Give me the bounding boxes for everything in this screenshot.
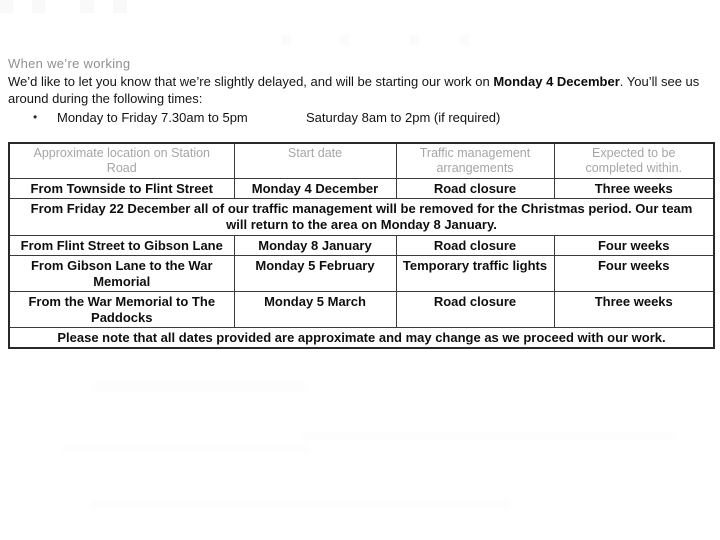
- column-header-start-date: Start date: [234, 143, 396, 178]
- table-row: [9, 178, 714, 198]
- cell-location: From Townside to Flint Street: [9, 178, 234, 198]
- cell-start-date: Monday 4 December: [234, 178, 396, 198]
- weekday-hours: Monday to Friday 7.30am to 5pm: [57, 110, 248, 125]
- scan-ghost-mark: [282, 35, 291, 45]
- cell-start-date: Monday 8 January: [234, 235, 396, 255]
- cell-start-date: Monday 5 February: [234, 255, 396, 291]
- cell-location: From the War Memorial to The Paddocks: [9, 291, 234, 327]
- cell-start-date: Monday 5 March: [234, 291, 396, 327]
- table-header-row: [9, 143, 714, 178]
- intro-text-part2: . You’ll see us: [619, 74, 700, 89]
- cell-traffic-management: Road closure: [396, 291, 554, 327]
- working-times-line: [0, 110, 720, 127]
- cell-duration: Three weeks: [554, 291, 714, 327]
- footer-note: Please note that all dates provided are approximate and may change as we proceed with our work.: [9, 327, 714, 348]
- cell-location: From Flint Street to Gibson Lane: [9, 235, 234, 255]
- cell-traffic-management: Temporary traffic lights: [396, 255, 554, 291]
- column-header-completion: Expected to be completed within.: [554, 143, 714, 178]
- bullet-icon: •: [33, 110, 38, 124]
- scan-ghost-mark: [113, 0, 127, 13]
- intro-text-line2: around during the following times:: [8, 90, 203, 106]
- footer-note-row: [9, 327, 714, 348]
- christmas-notice: From Friday 22 December all of our traffic management will be removed for the Christmas period. Our team will return to the area on Monday 8 January.: [9, 198, 714, 235]
- scan-ghost-mark: [80, 0, 94, 13]
- cell-duration: Four weeks: [554, 235, 714, 255]
- intro-paragraph: [8, 74, 715, 107]
- column-header-location: Approximate location on Station Road: [9, 143, 234, 178]
- scan-ghost-mark: [90, 498, 510, 511]
- scan-ghost-mark: [340, 35, 349, 45]
- table-row: [9, 255, 714, 291]
- cell-duration: Three weeks: [554, 178, 714, 198]
- scan-ghost-mark: [32, 0, 45, 13]
- cell-traffic-management: Road closure: [396, 178, 554, 198]
- saturday-hours: Saturday 8am to 2pm (if required): [306, 110, 501, 125]
- start-date-emphasis: Monday 4 December: [493, 74, 620, 89]
- intro-text-part1: We’d like to let you know that we’re slightly delayed, and will be starting our work on: [8, 74, 494, 89]
- table-row: [9, 291, 714, 327]
- scan-ghost-mark: [460, 35, 469, 45]
- scan-ghost-mark: [90, 380, 310, 393]
- cell-duration: Four weeks: [554, 255, 714, 291]
- section-heading: When we’re working: [8, 56, 131, 71]
- table-row: [9, 235, 714, 255]
- scan-ghost-mark: [60, 443, 310, 455]
- scan-ghost-mark: [0, 0, 13, 13]
- cell-location: From Gibson Lane to the War Memorial: [9, 255, 234, 291]
- scan-ghost-mark: [300, 430, 680, 442]
- cell-traffic-management: Road closure: [396, 235, 554, 255]
- christmas-notice-row: [9, 198, 714, 235]
- column-header-traffic-management: Traffic management arrangements: [396, 143, 554, 178]
- roadworks-schedule-table: [8, 142, 715, 349]
- scan-ghost-mark: [410, 35, 419, 45]
